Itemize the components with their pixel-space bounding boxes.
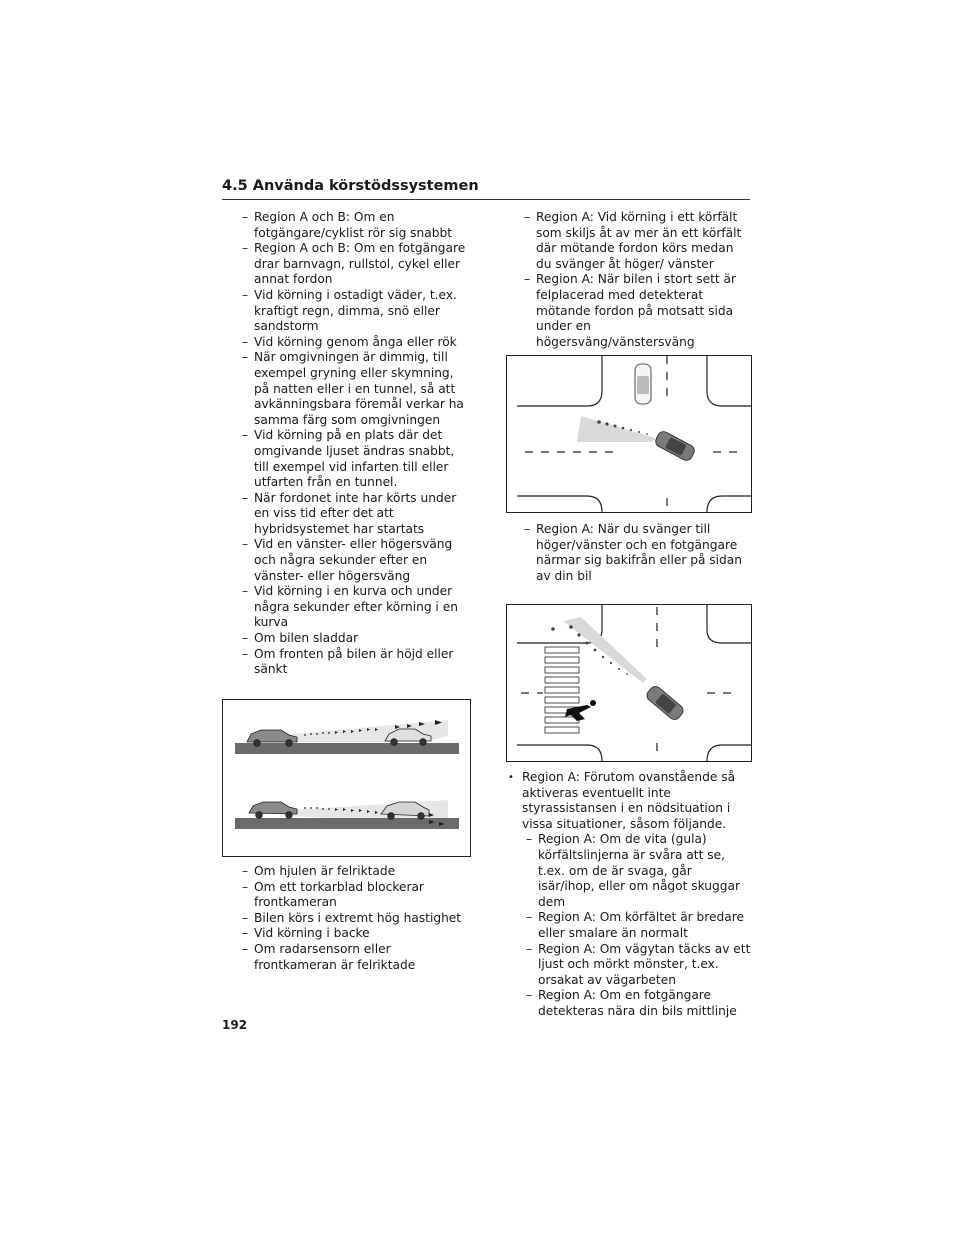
list-item: – Vid en vänster- eller högersväng och några sekunder efter en vänster- eller högersväng	[238, 537, 470, 584]
right-column-top	[520, 210, 752, 350]
right-column-bottom	[506, 770, 752, 1020]
list-item: – Region A: Vid körning i ett körfält som skiljs åt av mer än ett körfält där mötande fordon körs medan du svänger åt höger/ vänster	[520, 210, 752, 272]
vehicle-height-svg	[223, 700, 470, 856]
condition-list-left-2	[238, 864, 470, 973]
oncoming-vehicle-turn-illustration	[506, 355, 752, 513]
sub-condition-list	[522, 832, 752, 1019]
list-item: – Region A och B: Om en fotgängare/cyklist rör sig snabbt	[238, 210, 470, 241]
list-item: – Region A: Om en fotgängare detekteras nära din bils mittlinje	[522, 988, 752, 1019]
list-item: – Region A: Om de vita (gula) körfältslinjerna är svåra att se, t.ex. om de är svaga, går isär/ihop, eller om något skuggar dem	[522, 832, 752, 910]
list-item: – Vid körning på en plats där det omgivande ljuset ändras snabbt, till exempel vid infarten till eller utfarten från en tunnel.	[238, 428, 470, 490]
list-item: – Region A och B: Om en fotgängare drar barnvagn, rullstol, cykel eller annat fordon	[238, 241, 470, 288]
pedestrian-turn-illustration	[506, 604, 752, 762]
list-item: – Om bilen sladdar	[238, 631, 470, 647]
list-item: – Region A: Om körfältet är bredare eller smalare än normalt	[522, 910, 752, 941]
car-lower-rear	[249, 802, 297, 818]
bullet-list	[506, 770, 752, 1020]
list-item: – Vid körning i en kurva och under några sekunder efter körning i en kurva	[238, 584, 470, 631]
list-item: – Vid körning genom ånga eller rök	[238, 335, 470, 351]
bullet-text: Region A: Förutom ovanstående så aktiveras eventuellt inte styrassistansen i en nödsituation i vissa situationer, såsom följande.	[522, 770, 736, 831]
list-item: – Om hjulen är felriktade	[238, 864, 470, 880]
left-column-bottom	[238, 864, 470, 973]
vehicle-height-illustration	[222, 699, 471, 857]
list-item: – Region A: När du svänger till höger/vänster och en fotgängare närmar sig bakifrån eller på sidan av din bil	[520, 522, 752, 584]
page-number: 192	[222, 1018, 248, 1032]
own-car	[645, 684, 686, 722]
list-item: – Region A: Om vägytan täcks av ett ljust och mörkt mönster, t.ex. orsakat av vägarbeten	[522, 942, 752, 989]
own-car	[654, 430, 697, 463]
list-item: – När omgivningen är dimmig, till exempel gryning eller skymning, på natten eller i en tunnel, så att avkänningsbara föremål verkar ha samma färg som omgivningen	[238, 350, 470, 428]
right-column-middle	[520, 522, 752, 584]
list-item: – Om ett torkarblad blockerar frontkameran	[238, 880, 470, 911]
crosswalk	[545, 647, 579, 733]
list-item: – Om radarsensorn eller frontkameran är felriktade	[238, 942, 470, 973]
list-item: – När fordonet inte har körts under en viss tid efter det att hybridsystemet har startats	[238, 491, 470, 538]
condition-list-left	[238, 210, 470, 678]
left-column-top	[238, 210, 470, 678]
list-item: – Om fronten på bilen är höjd eller sänkt	[238, 647, 470, 678]
pedestrian-turn-svg	[507, 605, 751, 761]
header-divider	[222, 199, 750, 200]
list-item: – Region A: När bilen i stort sett är felplacerad med detekterat mötande fordon på motsatt sida under en högersväng/vänstersväng	[520, 272, 752, 350]
condition-list-right-2	[520, 522, 752, 584]
bullet-item	[506, 770, 752, 1020]
list-item: – Vid körning i ostadigt väder, t.ex. kraftigt regn, dimma, snö eller sandstorm	[238, 288, 470, 335]
oncoming-car	[635, 364, 651, 404]
condition-list-right	[520, 210, 752, 350]
oncoming-turn-svg	[507, 356, 751, 512]
list-item: – Bilen körs i extremt hög hastighet	[238, 911, 470, 927]
list-item: – Vid körning i backe	[238, 926, 470, 942]
section-title: 4.5 Använda körstödssystemen	[222, 178, 479, 194]
